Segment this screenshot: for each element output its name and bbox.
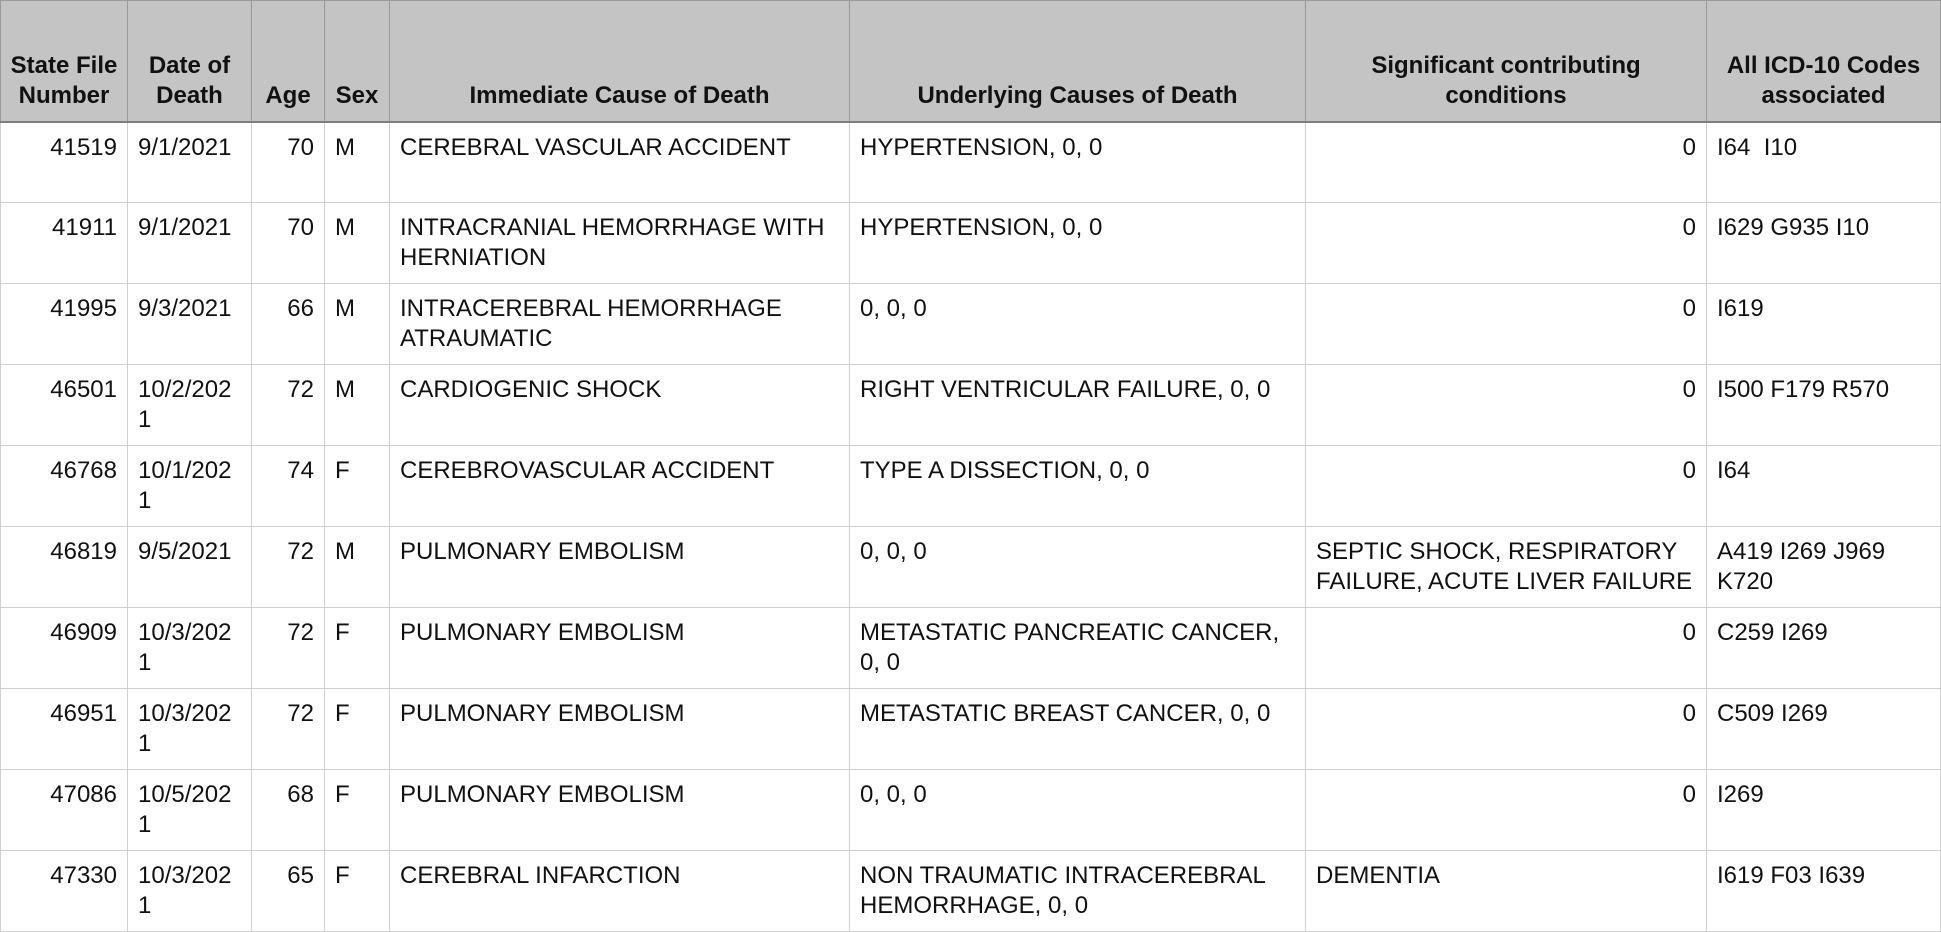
cell-age[interactable]: 70 (252, 202, 325, 283)
cell-sex[interactable]: F (325, 445, 390, 526)
cell-underlying-causes[interactable]: NON TRAUMATIC INTRACEREBRAL HEMORRHAGE, 0, 0 (850, 850, 1306, 931)
cell-age[interactable]: 72 (252, 688, 325, 769)
cell-date-of-death[interactable]: 10/5/2021 (128, 769, 252, 850)
cell-age[interactable]: 70 (252, 122, 325, 202)
cell-immediate-cause[interactable]: CEREBRAL INFARCTION (390, 850, 850, 931)
cell-significant-conditions[interactable]: 0 (1306, 364, 1707, 445)
cell-state-file-number[interactable]: 46951 (1, 688, 128, 769)
cell-sex[interactable]: F (325, 607, 390, 688)
cell-underlying-causes[interactable]: METASTATIC BREAST CANCER, 0, 0 (850, 688, 1306, 769)
cell-underlying-causes[interactable]: 0, 0, 0 (850, 526, 1306, 607)
cell-significant-conditions[interactable]: 0 (1306, 688, 1707, 769)
cell-icd10-codes[interactable]: I500 F179 R570 (1707, 364, 1941, 445)
cell-age[interactable]: 72 (252, 364, 325, 445)
header-immediate-cause[interactable]: Immediate Cause of Death (390, 1, 850, 123)
cell-icd10-codes[interactable]: I619 (1707, 283, 1941, 364)
cell-sex[interactable]: M (325, 202, 390, 283)
cell-sex[interactable]: F (325, 850, 390, 931)
cell-state-file-number[interactable]: 46909 (1, 607, 128, 688)
cell-significant-conditions[interactable]: SEPTIC SHOCK, RESPIRATORY FAILURE, ACUTE LIVER FAILURE (1306, 526, 1707, 607)
cell-sex[interactable]: M (325, 283, 390, 364)
cell-immediate-cause[interactable]: INTRACRANIAL HEMORRHAGE WITH HERNIATION (390, 202, 850, 283)
header-date-of-death[interactable]: Date of Death (128, 1, 252, 123)
cell-significant-conditions[interactable]: 0 (1306, 122, 1707, 202)
cell-state-file-number[interactable]: 46819 (1, 526, 128, 607)
cell-icd10-codes[interactable]: A419 I269 J969 K720 (1707, 526, 1941, 607)
cell-state-file-number[interactable]: 41911 (1, 202, 128, 283)
cell-immediate-cause[interactable]: INTRACEREBRAL HEMORRHAGE ATRAUMATIC (390, 283, 850, 364)
cell-immediate-cause[interactable]: PULMONARY EMBOLISM (390, 688, 850, 769)
cell-significant-conditions[interactable]: DEMENTIA (1306, 850, 1707, 931)
table-row (1, 445, 1941, 526)
cell-underlying-causes[interactable]: 0, 0, 0 (850, 769, 1306, 850)
cell-date-of-death[interactable]: 9/1/2021 (128, 202, 252, 283)
cell-date-of-death[interactable]: 10/3/2021 (128, 688, 252, 769)
header-sex[interactable]: Sex (325, 1, 390, 123)
cell-underlying-causes[interactable]: METASTATIC PANCREATIC CANCER, 0, 0 (850, 607, 1306, 688)
header-row (1, 1, 1941, 123)
header-state-file-number[interactable]: State File Number (1, 1, 128, 123)
cell-immediate-cause[interactable]: PULMONARY EMBOLISM (390, 526, 850, 607)
cell-underlying-causes[interactable]: HYPERTENSION, 0, 0 (850, 202, 1306, 283)
cell-significant-conditions[interactable]: 0 (1306, 283, 1707, 364)
cell-icd10-codes[interactable]: I64 I10 (1707, 122, 1941, 202)
header-age[interactable]: Age (252, 1, 325, 123)
cell-state-file-number[interactable]: 46501 (1, 364, 128, 445)
cell-date-of-death[interactable]: 10/2/2021 (128, 364, 252, 445)
table-row (1, 850, 1941, 931)
cell-state-file-number[interactable]: 41519 (1, 122, 128, 202)
cell-sex[interactable]: F (325, 688, 390, 769)
cell-icd10-codes[interactable]: I64 (1707, 445, 1941, 526)
cell-immediate-cause[interactable]: CEREBROVASCULAR ACCIDENT (390, 445, 850, 526)
cell-significant-conditions[interactable]: 0 (1306, 607, 1707, 688)
cell-date-of-death[interactable]: 9/1/2021 (128, 122, 252, 202)
cell-state-file-number[interactable]: 41995 (1, 283, 128, 364)
cell-date-of-death[interactable]: 9/3/2021 (128, 283, 252, 364)
cell-icd10-codes[interactable]: I629 G935 I10 (1707, 202, 1941, 283)
header-underlying-causes[interactable]: Underlying Causes of Death (850, 1, 1306, 123)
cell-date-of-death[interactable]: 10/3/2021 (128, 850, 252, 931)
cell-sex[interactable]: M (325, 122, 390, 202)
cell-sex[interactable]: M (325, 526, 390, 607)
cell-significant-conditions[interactable]: 0 (1306, 202, 1707, 283)
table-row (1, 526, 1941, 607)
cell-underlying-causes[interactable]: HYPERTENSION, 0, 0 (850, 122, 1306, 202)
header-significant-conditions[interactable]: Significant contributing conditions (1306, 1, 1707, 123)
table-row (1, 122, 1941, 202)
cell-date-of-death[interactable]: 10/3/2021 (128, 607, 252, 688)
cell-age[interactable]: 72 (252, 607, 325, 688)
cell-state-file-number[interactable]: 46768 (1, 445, 128, 526)
cell-immediate-cause[interactable]: CEREBRAL VASCULAR ACCIDENT (390, 122, 850, 202)
cell-age[interactable]: 74 (252, 445, 325, 526)
table-row (1, 364, 1941, 445)
table-row (1, 769, 1941, 850)
cell-age[interactable]: 72 (252, 526, 325, 607)
header-icd10-codes[interactable]: All ICD-10 Codes associated (1707, 1, 1941, 123)
table-header (1, 1, 1941, 123)
cell-date-of-death[interactable]: 10/1/2021 (128, 445, 252, 526)
cell-sex[interactable]: F (325, 769, 390, 850)
table-row (1, 607, 1941, 688)
table-row (1, 688, 1941, 769)
cell-significant-conditions[interactable]: 0 (1306, 769, 1707, 850)
cell-date-of-death[interactable]: 9/5/2021 (128, 526, 252, 607)
cell-immediate-cause[interactable]: PULMONARY EMBOLISM (390, 607, 850, 688)
cell-significant-conditions[interactable]: 0 (1306, 445, 1707, 526)
cell-age[interactable]: 68 (252, 769, 325, 850)
cell-sex[interactable]: M (325, 364, 390, 445)
cell-underlying-causes[interactable]: RIGHT VENTRICULAR FAILURE, 0, 0 (850, 364, 1306, 445)
cell-underlying-causes[interactable]: TYPE A DISSECTION, 0, 0 (850, 445, 1306, 526)
cell-icd10-codes[interactable]: I619 F03 I639 (1707, 850, 1941, 931)
cell-icd10-codes[interactable]: I269 (1707, 769, 1941, 850)
cell-immediate-cause[interactable]: CARDIOGENIC SHOCK (390, 364, 850, 445)
table-body (1, 122, 1941, 931)
cell-age[interactable]: 66 (252, 283, 325, 364)
cell-underlying-causes[interactable]: 0, 0, 0 (850, 283, 1306, 364)
cell-immediate-cause[interactable]: PULMONARY EMBOLISM (390, 769, 850, 850)
cell-age[interactable]: 65 (252, 850, 325, 931)
cell-state-file-number[interactable]: 47086 (1, 769, 128, 850)
cell-state-file-number[interactable]: 47330 (1, 850, 128, 931)
table-row (1, 283, 1941, 364)
cell-icd10-codes[interactable]: C509 I269 (1707, 688, 1941, 769)
cell-icd10-codes[interactable]: C259 I269 (1707, 607, 1941, 688)
table-row (1, 202, 1941, 283)
